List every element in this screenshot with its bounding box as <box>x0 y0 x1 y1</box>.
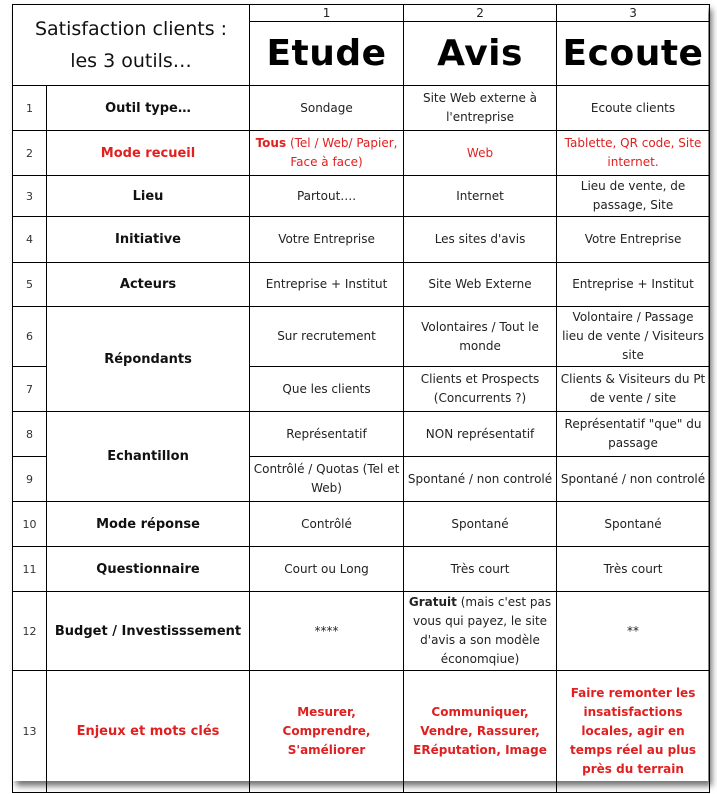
row-number: 10 <box>13 502 47 547</box>
cell-ecoute: Lieu de vente, de passage, Site <box>557 176 710 217</box>
column-header-avis: Avis <box>404 22 557 86</box>
cell-ecoute: Faire remonter les insatisfactions locales, agir en temps réel au plus près du terrain <box>557 671 710 793</box>
cell-ecoute: Représentatif "que" du passage <box>557 412 710 457</box>
cell-etude: Représentatif <box>250 412 404 457</box>
cell-ecoute: Entreprise + Institut <box>557 263 710 307</box>
row-label: Mode réponse <box>47 502 250 547</box>
row-label: Répondants <box>47 307 250 412</box>
cell-avis: Clients et Prospects (Concurrents ?) <box>404 367 557 412</box>
cell-avis: Web <box>404 131 557 176</box>
row-label: Mode recueil <box>47 131 250 176</box>
cell-avis: Volontaires / Tout le monde <box>404 307 557 367</box>
title-line-2: les 3 outils… <box>70 50 192 72</box>
table-row <box>13 502 710 547</box>
cell-etude: Contrôlé / Quotas (Tel et Web) <box>250 457 404 502</box>
row-label: Budget / Investisssement <box>47 592 250 671</box>
cell-ecoute: Votre Entreprise <box>557 217 710 263</box>
cell-ecoute: Volontaire / Passage lieu de vente / Visiteurs site <box>557 307 710 367</box>
cell-avis <box>404 592 557 671</box>
cell-avis: Communiquer, Vendre, Rassurer, ERéputation, Image <box>404 671 557 793</box>
cell-avis: Site Web externe à l'entreprise <box>404 86 557 131</box>
row-number: 5 <box>13 263 47 307</box>
cell-text: (mais c'est pas vous qui payez, le site d'avis a son modèle économqiue) <box>412 595 552 666</box>
cell-ecoute: Très court <box>557 547 710 592</box>
cell-ecoute: ** <box>557 592 710 671</box>
row-label: Acteurs <box>47 263 250 307</box>
row-number: 11 <box>13 547 47 592</box>
table-row <box>13 263 710 307</box>
table-row <box>13 131 710 176</box>
cell-etude: Que les clients <box>250 367 404 412</box>
cell-etude: Mesurer, Comprendre, S'améliorer <box>250 671 404 793</box>
column-header-ecoute: Ecoute <box>557 22 710 86</box>
table-row <box>13 217 710 263</box>
row-number: 7 <box>13 367 47 412</box>
cell-etude: Court ou Long <box>250 547 404 592</box>
row-number: 3 <box>13 176 47 217</box>
table-row <box>13 412 710 457</box>
column-number: 3 <box>557 5 710 22</box>
cell-bold-text: Tous <box>255 136 287 150</box>
cell-etude: Partout…. <box>250 176 404 217</box>
cell-etude: Votre Entreprise <box>250 217 404 263</box>
cell-avis: Très court <box>404 547 557 592</box>
cell-etude: Sondage <box>250 86 404 131</box>
cell-etude: Sur recrutement <box>250 307 404 367</box>
cell-text: (Tel / Web/ Papier, Face à face) <box>289 136 398 169</box>
title-line-1: Satisfaction clients : <box>34 18 228 40</box>
table-row <box>13 671 710 793</box>
cell-avis: Internet <box>404 176 557 217</box>
row-number: 9 <box>13 457 47 502</box>
table-row <box>13 176 710 217</box>
column-number: 1 <box>250 5 404 22</box>
cell-avis: NON représentatif <box>404 412 557 457</box>
table-title <box>13 5 250 86</box>
cell-ecoute: Spontané / non controlé <box>557 457 710 502</box>
cell-ecoute: Ecoute clients <box>557 86 710 131</box>
cell-etude: Entreprise + Institut <box>250 263 404 307</box>
column-header-etude: Etude <box>250 22 404 86</box>
row-number: 2 <box>13 131 47 176</box>
row-number: 4 <box>13 217 47 263</box>
cell-ecoute: Clients & Visiteurs du Pt de vente / site <box>557 367 710 412</box>
table-row <box>13 592 710 671</box>
cell-avis: Site Web Externe <box>404 263 557 307</box>
cell-ecoute: Tablette, QR code, Site internet. <box>557 131 710 176</box>
table-row <box>13 307 710 367</box>
row-number: 12 <box>13 592 47 671</box>
comparison-table <box>12 4 710 793</box>
row-number: 8 <box>13 412 47 457</box>
row-label: Initiative <box>47 217 250 263</box>
row-label: Outil type… <box>47 86 250 131</box>
row-number: 13 <box>13 671 47 793</box>
cell-etude: **** <box>250 592 404 671</box>
cell-etude: Contrôlé <box>250 502 404 547</box>
cell-avis: Les sites d'avis <box>404 217 557 263</box>
cell-ecoute: Spontané <box>557 502 710 547</box>
table-row <box>13 86 710 131</box>
cell-etude <box>250 131 404 176</box>
cell-avis: Spontané <box>404 502 557 547</box>
row-number: 1 <box>13 86 47 131</box>
row-label: Echantillon <box>47 412 250 502</box>
row-label: Questionnaire <box>47 547 250 592</box>
row-number: 6 <box>13 307 47 367</box>
table-row <box>13 547 710 592</box>
cell-bold-text: Gratuit <box>408 595 457 609</box>
row-label: Lieu <box>47 176 250 217</box>
row-label: Enjeux et mots clés <box>47 671 250 793</box>
cell-avis: Spontané / non controlé <box>404 457 557 502</box>
column-number: 2 <box>404 5 557 22</box>
